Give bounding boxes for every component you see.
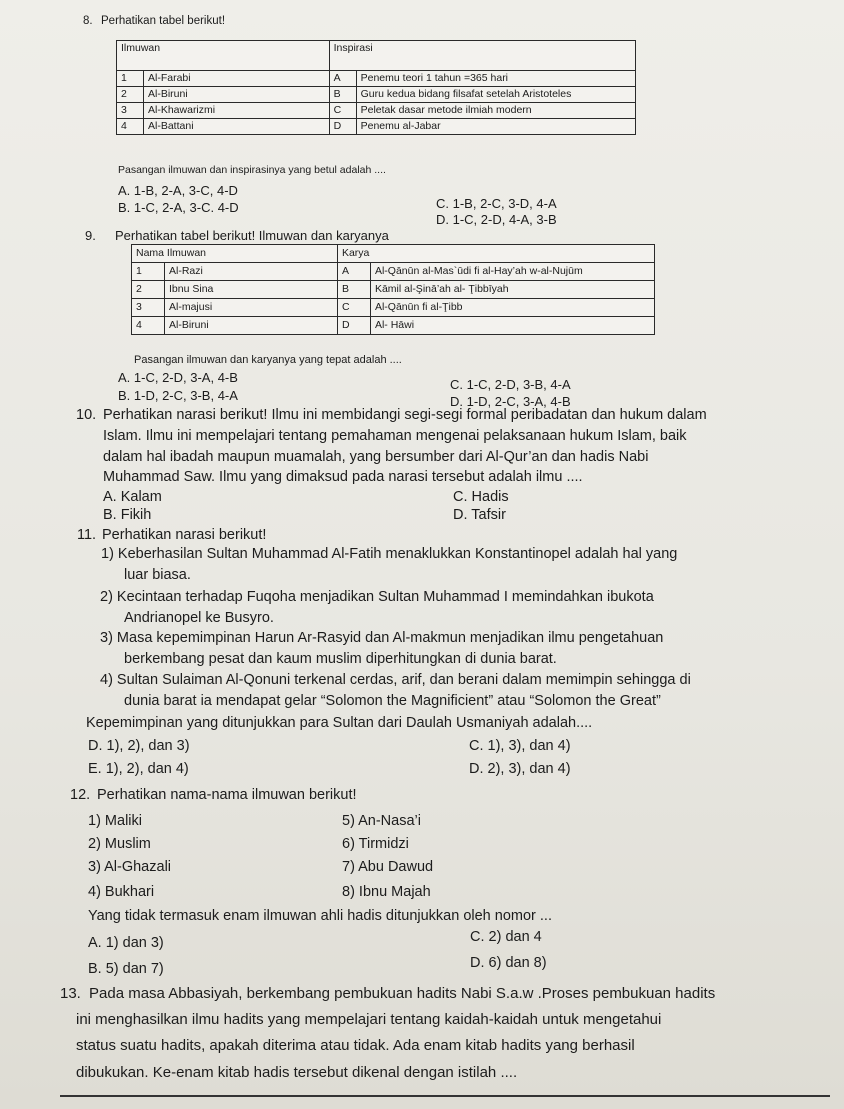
q12-option-b: B. 5) dan 7): [88, 961, 164, 977]
q9-row-no: 4: [132, 317, 165, 335]
q11-item-3-cont: berkembang pesat dan kaum muslim diperhitungkan di dunia barat.: [124, 651, 557, 667]
q9-row-name: Al-Razi: [165, 263, 338, 281]
q12-name-left: 4) Bukhari: [88, 884, 155, 900]
q9-number: 9.: [85, 228, 96, 243]
q12-option-a: A. 1) dan 3): [88, 935, 164, 951]
q12-name-right: 7) Abu Dawud: [342, 859, 434, 875]
q8-row-name: Al-Battani: [144, 119, 330, 135]
q9-row-text: Al-Qānūn al-Mas`ūdi fi al-Hay’ah w-al-Nujūm: [370, 263, 654, 281]
q11-question: Kepemimpinan yang ditunjukkan para Sultan dari Daulah Usmaniyah adalah....: [86, 715, 593, 731]
q9-stem: Perhatikan tabel berikut! Ilmuwan dan karyanya: [115, 228, 389, 243]
q9-row-text: Al- Hāwi: [370, 317, 654, 335]
q9-row-no: 1: [132, 263, 165, 281]
q8-row-code: C: [329, 103, 356, 119]
q8-row-text: Peletak dasar metode ilmiah modern: [356, 103, 635, 119]
q10-option-a: A. Kalam: [103, 489, 162, 505]
q13-line: ini menghasilkan ilmu hadits yang mempelajari tentang kaidah-kaidah untuk mengetahui: [76, 1011, 662, 1028]
q11-option-d: D. 1), 2), dan 3): [88, 738, 190, 754]
q10-line: Islam. Ilmu ini mempelajari tentang pemahaman mengenai pelaksanaan hukum Islam, baik: [103, 428, 687, 444]
q8-row-no: 4: [117, 119, 144, 135]
q9-option-c: C. 1-C, 2-D, 3-B, 4-A: [450, 377, 571, 392]
q12-name-right: 6) Tirmidzi: [342, 836, 409, 852]
q11-item-1-cont: luar biasa.: [124, 567, 191, 583]
q13-line: status suatu hadits, apakah diterima atau tidak. Ada enam kitab hadits yang berhasil: [76, 1037, 635, 1054]
q12-question: Yang tidak termasuk enam ilmuwan ahli hadis ditunjukkan oleh nomor ...: [88, 908, 552, 924]
q10-option-c: C. Hadis: [453, 489, 509, 505]
q12-name-left: 2) Muslim: [88, 836, 151, 852]
q9-row-code: B: [337, 281, 370, 299]
q10-option-d: D. Tafsir: [453, 507, 506, 523]
q9-row-no: 3: [132, 299, 165, 317]
q9-option-d: D. 1-D, 2-C, 3-A, 4-B: [450, 394, 571, 409]
q10-line: Perhatikan narasi berikut! Ilmu ini membidangi segi-segi formal peribadatan dan hukum dalam: [103, 407, 707, 423]
q8-option-d: D. 1-C, 2-D, 4-A, 3-B: [436, 212, 557, 227]
q9-row-text: Al-Qānūn fi al-Ţibb: [370, 299, 654, 317]
q11-item-2-cont: Andrianopel ke Busyro.: [124, 610, 274, 626]
q11-option-c: C. 1), 3), dan 4): [469, 738, 571, 754]
q8-option-c: C. 1-B, 2-C, 3-D, 4-A: [436, 196, 557, 211]
q8-option-b: B. 1-C, 2-A, 3-C. 4-D: [118, 200, 239, 215]
q12-name-left: 1) Maliki: [88, 813, 142, 829]
q9-option-a: A. 1-C, 2-D, 3-A, 4-B: [118, 370, 238, 385]
q8-header-inspirasi: Inspirasi: [329, 41, 635, 71]
q8-row-code: A: [329, 71, 356, 87]
q8-row-code: D: [329, 119, 356, 135]
q9-header-karya: Karya: [337, 245, 654, 263]
q12-name-right: 5) An-Nasa’i: [342, 813, 421, 829]
q10-line: Muhammad Saw. Ilmu yang dimaksud pada narasi tersebut adalah ilmu ....: [103, 469, 583, 485]
q8-question: Pasangan ilmuwan dan inspirasinya yang betul adalah ....: [118, 164, 386, 176]
q12-option-d: D. 6) dan 8): [470, 955, 547, 971]
q8-row-code: B: [329, 87, 356, 103]
q13-number: 13.: [60, 985, 81, 1002]
q13-line: dibukukan. Ke-enam kitab hadis tersebut dikenal dengan istilah ....: [76, 1064, 518, 1081]
q9-option-b: B. 1-D, 2-C, 3-B, 4-A: [118, 388, 238, 403]
q8-table: [116, 40, 636, 135]
q11-item-4: 4) Sultan Sulaiman Al-Qonuni terkenal cerdas, arif, dan berani dalam memimpin sehingga di: [100, 672, 691, 688]
q11-item-3: 3) Masa kepemimpinan Harun Ar-Rasyid dan Al-makmun menjadikan ilmu pengetahuan: [100, 630, 664, 646]
q12-number: 12.: [70, 787, 91, 803]
q9-row-code: C: [337, 299, 370, 317]
q8-row-no: 1: [117, 71, 144, 87]
q9-header-nama: Nama Ilmuwan: [132, 245, 338, 263]
q10-option-b: B. Fikih: [103, 507, 152, 523]
q9-row-text: Kāmil al-Şinā’ah al- Ţibbīyah: [370, 281, 654, 299]
q9-question: Pasangan ilmuwan dan karyanya yang tepat adalah ....: [134, 354, 402, 366]
q9-row-code: D: [337, 317, 370, 335]
q11-stem: Perhatikan narasi berikut!: [102, 527, 267, 543]
q9-row-name: Ibnu Sina: [165, 281, 338, 299]
q11-option-d2: D. 2), 3), dan 4): [469, 761, 571, 777]
q10-number: 10.: [76, 407, 97, 423]
q8-row-text: Penemu teori 1 tahun =365 hari: [356, 71, 635, 87]
q12-name-right: 8) Ibnu Majah: [342, 884, 431, 900]
q8-number: 8.: [83, 15, 93, 27]
q11-item-2: 2) Kecintaan terhadap Fuqoha menjadikan Sultan Muhammad I memindahkan ibukota: [100, 589, 654, 605]
q9-row-name: Al-Biruni: [165, 317, 338, 335]
q11-option-e: E. 1), 2), dan 4): [88, 761, 189, 777]
q8-row-no: 3: [117, 103, 144, 119]
q11-item-1: 1) Keberhasilan Sultan Muhammad Al-Fatih menaklukkan Konstantinopel adalah hal yang: [101, 546, 678, 562]
q9-row-no: 2: [132, 281, 165, 299]
q9-row-name: Al-majusi: [165, 299, 338, 317]
q8-row-name: Al-Khawarizmi: [144, 103, 330, 119]
q8-row-name: Al-Farabi: [144, 71, 330, 87]
q8-option-a: A. 1-B, 2-A, 3-C, 4-D: [118, 183, 238, 198]
q9-table: [131, 244, 655, 335]
q9-row-code: A: [337, 263, 370, 281]
q8-stem: Perhatikan tabel berikut!: [101, 15, 226, 27]
q8-row-text: Penemu al-Jabar: [356, 119, 635, 135]
q8-header-ilmuwan: Ilmuwan: [117, 41, 330, 71]
page-bottom-rule: [60, 1095, 830, 1097]
q11-number: 11.: [77, 527, 97, 543]
q12-name-left: 3) Al-Ghazali: [88, 859, 172, 875]
q8-row-name: Al-Biruni: [144, 87, 330, 103]
q10-line: dalam hal ibadah maupun muamalah, yang bersumber dari Al-Qur’an dan hadis Nabi: [103, 449, 649, 465]
q12-option-c: C. 2) dan 4: [470, 929, 542, 945]
q12-stem: Perhatikan nama-nama ilmuwan berikut!: [97, 787, 357, 803]
q8-row-no: 2: [117, 87, 144, 103]
q13-line: Pada masa Abbasiyah, berkembang pembukuan hadits Nabi S.a.w .Proses pembukuan hadits: [89, 985, 716, 1002]
q11-item-4-cont: dunia barat ia mendapat gelar “Solomon the Magnificient” atau “Solomon the Great”: [124, 693, 661, 709]
q8-row-text: Guru kedua bidang filsafat setelah Aristoteles: [356, 87, 635, 103]
